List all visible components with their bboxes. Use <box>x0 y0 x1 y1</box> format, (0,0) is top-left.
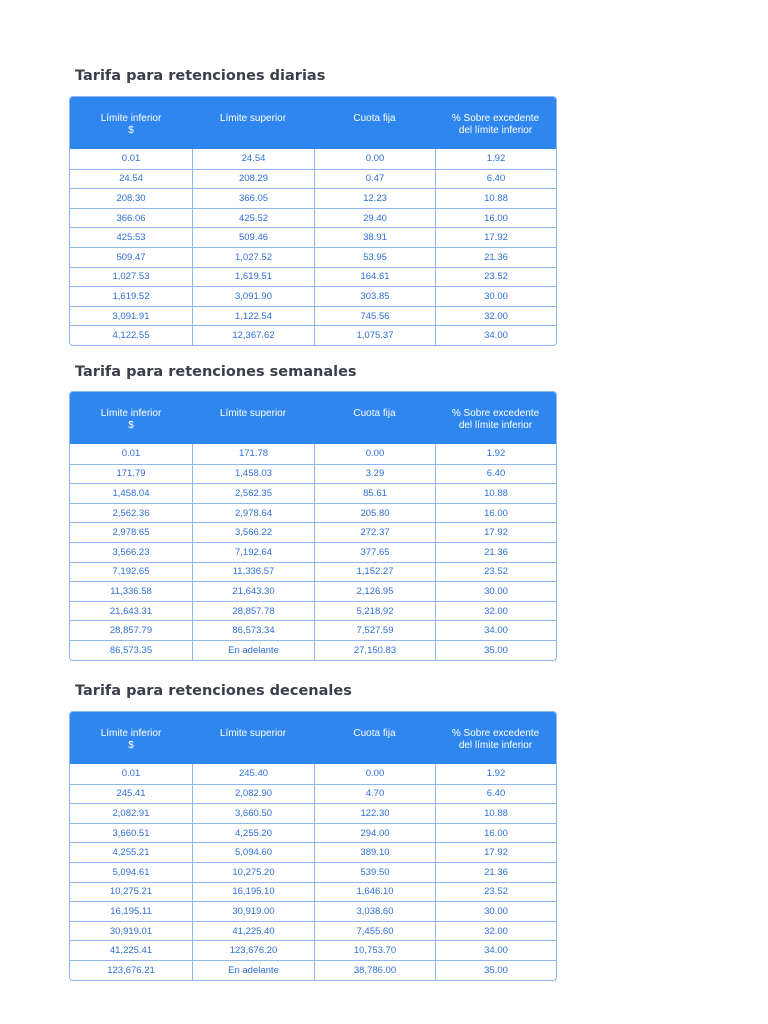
header-line: del límite inferior <box>458 740 533 751</box>
table-cell: 38.91 <box>314 228 435 247</box>
table-row <box>70 483 556 503</box>
table-row <box>70 286 556 306</box>
table-row <box>70 208 556 228</box>
header-line: % Sobre excedente <box>451 728 540 739</box>
table-cell: 21.36 <box>435 248 556 267</box>
table-cell: 303.85 <box>314 287 435 306</box>
table-cell: 4,255.20 <box>192 824 314 843</box>
table-cell: 12.23 <box>314 189 435 208</box>
table-cell: 1,619.51 <box>192 268 314 287</box>
header-line: Límite superior <box>219 113 287 124</box>
table-row <box>70 862 556 882</box>
table-cell: 4,255.21 <box>112 847 150 859</box>
table-cell: 425.52 <box>192 209 314 228</box>
header-line: Límite inferior <box>100 113 162 124</box>
table-cell: 2,978.65 <box>112 527 150 539</box>
header-line: Límite superior <box>219 728 287 739</box>
table-row <box>70 581 556 601</box>
header-line: % Sobre excedente <box>451 408 540 419</box>
table-cell: 16.00 <box>435 824 556 843</box>
table-cell: 5,218.92 <box>314 602 435 621</box>
table-row <box>70 960 556 980</box>
table-cell: 1,458.04 <box>112 487 150 499</box>
header-cell <box>192 712 314 764</box>
table-row <box>70 267 556 287</box>
table-row <box>70 247 556 267</box>
header-cell <box>192 97 314 149</box>
table-cell: 21,643.30 <box>192 582 314 601</box>
table-cell: 28,857.78 <box>192 602 314 621</box>
table-cell: 0.01 <box>121 448 141 460</box>
table-cell: 23.52 <box>435 563 556 582</box>
table-cell: 389.10 <box>314 843 435 862</box>
table-cell: 34.00 <box>435 326 556 345</box>
table-cell: 24.54 <box>119 173 143 185</box>
table-cell: 2,126.95 <box>314 582 435 601</box>
table-cell: 17.92 <box>435 228 556 247</box>
table-cell: 6.40 <box>435 785 556 804</box>
table-cell: 5,094.60 <box>192 843 314 862</box>
table-cell: 3,660.50 <box>192 804 314 823</box>
table-cell: 30,919.00 <box>192 902 314 921</box>
table-row <box>70 562 556 582</box>
table-cell: 2,082.90 <box>192 785 314 804</box>
table-row <box>70 227 556 247</box>
table-row <box>70 503 556 523</box>
header-cell <box>435 392 556 444</box>
table-cell: 30.00 <box>435 902 556 921</box>
table-header <box>70 97 556 149</box>
header-line: Cuota fija <box>353 113 396 124</box>
header-line: $ <box>128 420 134 431</box>
table-row <box>70 764 556 784</box>
header-line: $ <box>128 125 134 136</box>
table-cell: 4,122.55 <box>112 330 150 342</box>
table-cell: 5,094.61 <box>112 866 150 878</box>
table-row <box>70 169 556 189</box>
table-cell: 86,573.34 <box>192 621 314 640</box>
table-cell: 12,367.62 <box>192 326 314 345</box>
table-cell: 1.92 <box>435 444 556 464</box>
table-cell: 1,027.52 <box>192 248 314 267</box>
table-cell: 0.00 <box>314 149 435 169</box>
table-cell: 0.00 <box>314 764 435 784</box>
header-cell <box>314 712 435 764</box>
table-cell: 11,336.58 <box>110 585 152 597</box>
table-cell: En adelante <box>192 641 314 660</box>
table-semanales <box>69 391 557 661</box>
table-cell: 1,122.54 <box>192 307 314 326</box>
table-cell: 7,192.64 <box>192 543 314 562</box>
table-cell: 3,660.51 <box>112 827 150 839</box>
table-cell: 10.88 <box>435 484 556 503</box>
table-cell: 1,075.37 <box>314 326 435 345</box>
table-cell: 17.92 <box>435 843 556 862</box>
table-cell: 41,225.41 <box>109 945 153 957</box>
table-cell: 0.00 <box>314 444 435 464</box>
table-cell: 123,676.20 <box>192 941 314 960</box>
table-decenales <box>69 711 557 981</box>
table-cell: 3,091.90 <box>192 287 314 306</box>
table-row <box>70 784 556 804</box>
table-cell: 16,195.11 <box>110 905 152 917</box>
table-cell: 10,753.70 <box>314 941 435 960</box>
table-cell: 2,562.35 <box>192 484 314 503</box>
header-line: % Sobre excedente <box>451 113 540 124</box>
table-cell: 24.54 <box>192 149 314 169</box>
header-line: $ <box>128 740 134 751</box>
header-line: Límite inferior <box>100 728 162 739</box>
header-line: Límite superior <box>219 408 287 419</box>
table-cell: 11,336.57 <box>192 563 314 582</box>
table-cell: 1.92 <box>435 149 556 169</box>
table-cell: 35.00 <box>435 961 556 980</box>
table-cell: 32.00 <box>435 602 556 621</box>
table-cell: 539.50 <box>314 863 435 882</box>
table-row <box>70 325 556 345</box>
table-cell: 208.30 <box>116 192 146 204</box>
table-row <box>70 444 556 464</box>
table-row <box>70 640 556 660</box>
table-cell: 10,275.20 <box>192 863 314 882</box>
table-cell: 10,275.21 <box>109 886 153 898</box>
table-cell: 6.40 <box>435 170 556 189</box>
table-cell: 1,646.10 <box>314 883 435 902</box>
table-row <box>70 823 556 843</box>
section-title-diarias: Tarifa para retenciones diarias <box>75 68 326 84</box>
section-title-semanales: Tarifa para retenciones semanales <box>75 364 357 380</box>
table-cell: 23.52 <box>435 268 556 287</box>
table-cell: 1,458.03 <box>192 465 314 484</box>
table-row <box>70 306 556 326</box>
table-row <box>70 188 556 208</box>
table-cell: 10.88 <box>435 189 556 208</box>
table-cell: 7,455.60 <box>314 922 435 941</box>
table-cell: 17.92 <box>435 523 556 542</box>
table-cell: 1.92 <box>435 764 556 784</box>
table-cell: 0.01 <box>121 768 141 780</box>
header-line: Cuota fija <box>353 408 396 419</box>
table-cell: 205.80 <box>314 504 435 523</box>
table-cell: 509.47 <box>116 251 146 263</box>
table-cell: 294.00 <box>314 824 435 843</box>
table-cell: 7,192.65 <box>112 566 150 578</box>
table-row <box>70 882 556 902</box>
table-cell: 171.78 <box>192 444 314 464</box>
table-cell: 53.95 <box>314 248 435 267</box>
table-cell: 3,566.22 <box>192 523 314 542</box>
header-cell <box>70 712 192 764</box>
header-cell <box>435 712 556 764</box>
table-cell: 27,150.83 <box>314 641 435 660</box>
table-cell: 41,225.40 <box>192 922 314 941</box>
table-cell: 29.40 <box>314 209 435 228</box>
table-diarias <box>69 96 557 346</box>
table-cell: 21,643.31 <box>109 605 153 617</box>
table-row <box>70 620 556 640</box>
table-row <box>70 803 556 823</box>
table-cell: 21.36 <box>435 543 556 562</box>
table-row <box>70 542 556 562</box>
header-cell <box>314 392 435 444</box>
table-cell: 1,152.27 <box>314 563 435 582</box>
table-cell: 6.40 <box>435 465 556 484</box>
table-cell: En adelante <box>192 961 314 980</box>
table-cell: 2,562.36 <box>112 507 150 519</box>
table-cell: 3,038.60 <box>314 902 435 921</box>
header-line: Límite inferior <box>100 408 162 419</box>
table-cell: 377.65 <box>314 543 435 562</box>
table-row <box>70 940 556 960</box>
table-header <box>70 392 556 444</box>
table-cell: 4.70 <box>314 785 435 804</box>
table-row <box>70 921 556 941</box>
header-line: Cuota fija <box>353 728 396 739</box>
table-cell: 86,573.35 <box>109 644 153 656</box>
table-cell: 2,978.64 <box>192 504 314 523</box>
header-cell <box>435 97 556 149</box>
table-cell: 21.36 <box>435 863 556 882</box>
table-cell: 0.47 <box>314 170 435 189</box>
table-row <box>70 149 556 169</box>
table-cell: 164.61 <box>314 268 435 287</box>
table-cell: 30.00 <box>435 287 556 306</box>
header-cell <box>70 392 192 444</box>
table-cell: 2,082.91 <box>112 807 150 819</box>
table-cell: 85.61 <box>314 484 435 503</box>
table-cell: 1,619.52 <box>112 290 150 302</box>
header-cell <box>314 97 435 149</box>
table-cell: 745.56 <box>314 307 435 326</box>
table-cell: 245.40 <box>192 764 314 784</box>
table-cell: 366.05 <box>192 189 314 208</box>
table-header <box>70 712 556 764</box>
table-cell: 208.29 <box>192 170 314 189</box>
table-cell: 425.53 <box>116 232 146 244</box>
table-cell: 16.00 <box>435 209 556 228</box>
table-cell: 10.88 <box>435 804 556 823</box>
table-cell: 3,566.23 <box>112 546 150 558</box>
table-cell: 7,527.59 <box>314 621 435 640</box>
table-cell: 272.37 <box>314 523 435 542</box>
table-row <box>70 464 556 484</box>
table-cell: 28,857.79 <box>109 625 153 637</box>
table-cell: 16,195.10 <box>192 883 314 902</box>
table-row <box>70 522 556 542</box>
table-cell: 30,919.01 <box>109 925 153 937</box>
table-cell: 34.00 <box>435 621 556 640</box>
table-row <box>70 601 556 621</box>
table-cell: 123,676.21 <box>107 964 155 976</box>
table-cell: 245.41 <box>116 788 146 800</box>
table-row <box>70 842 556 862</box>
table-cell: 122.30 <box>314 804 435 823</box>
table-cell: 509.46 <box>192 228 314 247</box>
table-cell: 1,027.53 <box>112 271 150 283</box>
table-cell: 38,786.00 <box>314 961 435 980</box>
table-cell: 32.00 <box>435 922 556 941</box>
table-cell: 30.00 <box>435 582 556 601</box>
header-cell <box>192 392 314 444</box>
table-cell: 3.29 <box>314 465 435 484</box>
table-cell: 366.06 <box>116 212 146 224</box>
table-cell: 32.00 <box>435 307 556 326</box>
table-row <box>70 901 556 921</box>
header-cell <box>70 97 192 149</box>
table-cell: 35.00 <box>435 641 556 660</box>
table-cell: 0.01 <box>121 153 141 165</box>
section-title-decenales: Tarifa para retenciones decenales <box>75 683 352 699</box>
header-line: del límite inferior <box>458 420 533 431</box>
table-cell: 23.52 <box>435 883 556 902</box>
table-cell: 16.00 <box>435 504 556 523</box>
table-cell: 171.79 <box>116 468 146 480</box>
header-line: del límite inferior <box>458 125 533 136</box>
table-cell: 3,091.91 <box>112 310 150 322</box>
table-cell: 34.00 <box>435 941 556 960</box>
